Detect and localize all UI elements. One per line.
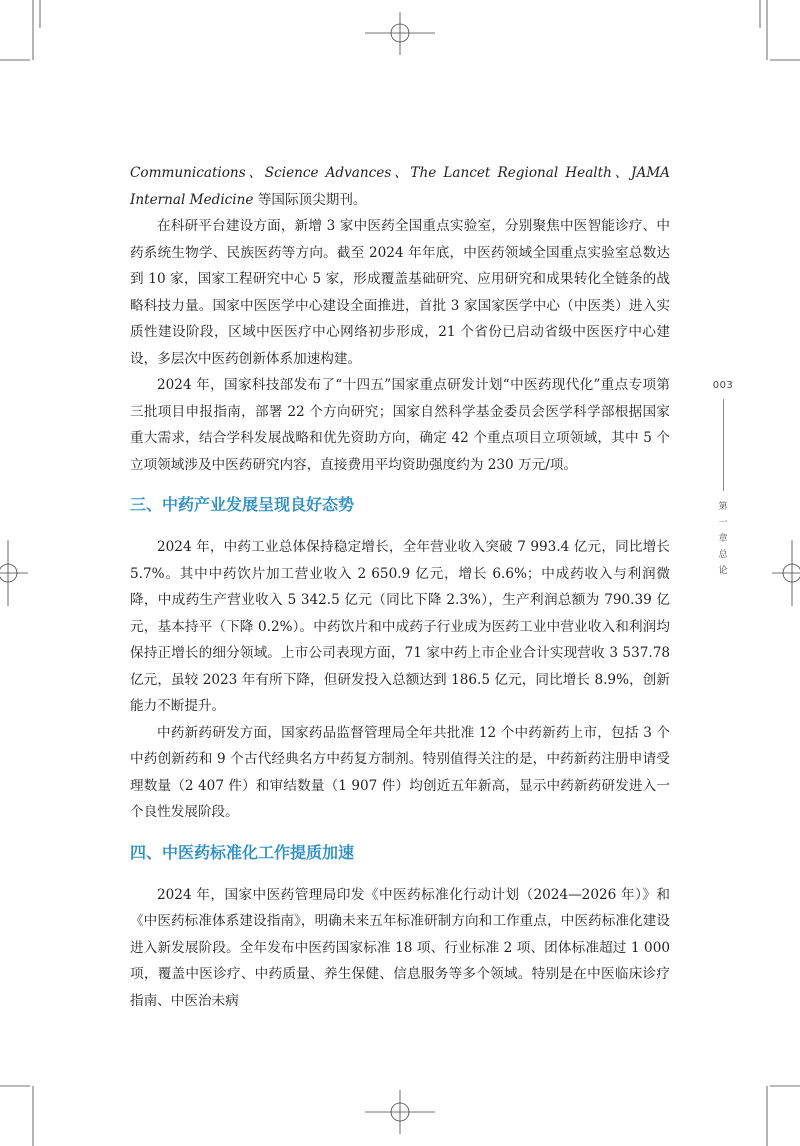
paragraph-3: 2024 年，国家科技部发布了“十四五”国家重点研发计划“中医药现代化”重点专项第三批项目申报指南，部署 22 个方向研究；国家自然科学基金委员会医学科学部根据国家重大需求，结合学科发展战略和优先资助方向，确定 42 个重点项目立项领域，其中 5 个立项领域涉及中医药研究内容，直接费用平均资助强度约为 230 万元/项。: [130, 377, 670, 473]
page-body: [130, 160, 670, 1014]
side-margin-tab: [706, 380, 740, 579]
paragraph-1-tail: 等国际顶尖期刊。: [253, 191, 367, 208]
page-number: 003: [712, 380, 734, 391]
section-heading-4: 四、中医药标准化工作提质加速: [130, 842, 355, 862]
journal-names: Communications、Science Advances、The Lancet Regional Health、JAMA Internal Medicine: [130, 165, 670, 208]
paragraph-1: [130, 160, 670, 213]
chapter-char: 一: [718, 518, 728, 528]
chapter-char: 总: [718, 550, 728, 560]
paragraph-4: 2024 年，中药工业总体保持稳定增长，全年营业收入突破 7 993.4 亿元，同比增长 5.7%。其中中药饮片加工营业收入 2 650.9 亿元，增长 6.6%；中成药收入与利润微降，中成药生产营业收入 5 342.5 亿元（同比下降 2.3%），生产利润总额为 790.39 亿元，基本持平（下降 0.2%）。中药饮片和中成药子行业成为医药工业中营业收入和利润均保持正增长的细分领域。上市公司表现方面，71 家中药上市企业合计实现营收 3 537.78 亿元，虽较 2023 年有所下降，但研发投入总额达到 186.5 亿元，同比增长 8.9%，创新能力不断提升。: [130, 539, 670, 714]
chapter-label: [706, 499, 740, 579]
paragraph-6: 2024 年，国家中医药管理局印发《中医药标准化行动计划（2024—2026 年）》和《中医药标准体系建设指南》，明确未来五年标准研制方向和工作重点，中医药标准化建设进入新发展阶段。全年发布中医药国家标准 18 项、行业标准 2 项、团体标准超过 1 000 项，覆盖中医诊疗、中药质量、养生保健、信息服务等多个领域。特别是在中医临床诊疗指南、中医治未病: [130, 886, 670, 1009]
side-divider: [723, 399, 724, 491]
chapter-char: 论: [718, 566, 728, 576]
paragraph-2: 在科研平台建设方面，新增 3 家中医药全国重点实验室，分别聚焦中医智能诊疗、中药系统生物学、民族医药等方向。截至 2024 年年底，中医药领域全国重点实验室总数达到 10 家，国家工程研究中心 5 家，形成覆盖基础研究、应用研究和成果转化全链条的战略科技力量。国家中医医学中心建设全面推进，首批 3 家国家医学中心（中医类）进入实质性建设阶段，区域中医医疗中心网络初步形成，21 个省份已启动省级中医医疗中心建设，多层次中医药创新体系加速构建。: [130, 218, 671, 367]
paragraph-5: 中药新药研发方面，国家药品监督管理局全年共批准 12 个中药新药上市，包括 3 个中药创新药和 9 个古代经典名方中药复方制剂。特别值得关注的是，中药新药注册申请受理数量（2 407 件）和审结数量（1 907 件）均创近五年新高，显示中药新药研发进入一个良性发展阶段。: [130, 724, 670, 820]
chapter-char: 第: [718, 502, 728, 512]
chapter-char: 章: [718, 534, 728, 544]
section-heading-3: 三、中药产业发展呈现良好态势: [130, 495, 355, 514]
